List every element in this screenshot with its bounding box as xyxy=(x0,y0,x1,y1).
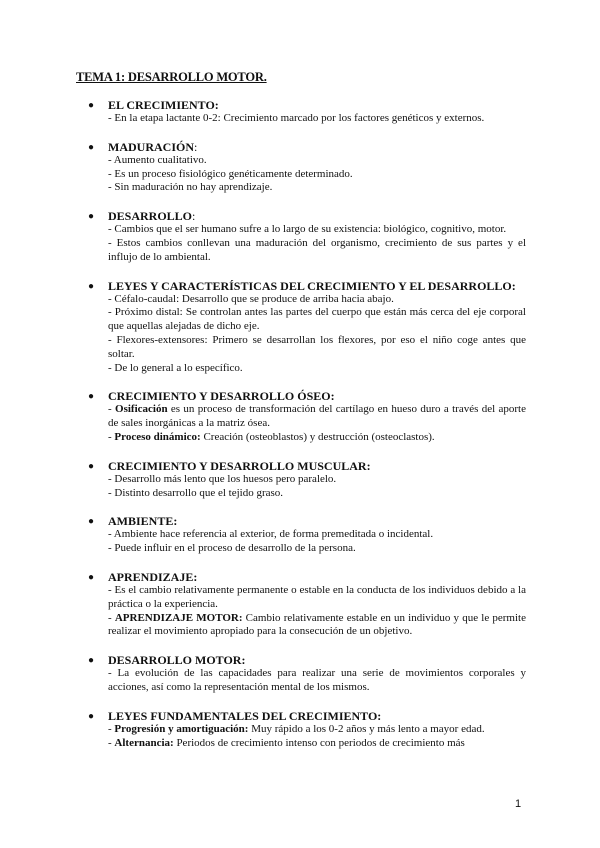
section-line xyxy=(108,737,526,751)
bullet-icon: ● xyxy=(88,655,95,667)
line-text: - Aumento cualitativo. xyxy=(108,153,207,166)
bullet-icon: ● xyxy=(88,710,95,722)
section-heading xyxy=(108,459,526,473)
section-line xyxy=(108,528,526,542)
section-line xyxy=(108,306,526,334)
line-text: es un proceso de transformación del cartílago en hueso duro a través del aporte de sales inorgánicas a la matriz ósea. xyxy=(108,403,526,430)
line-text: - Próximo distal: Se controlan antes las partes del cuerpo que están más cerca del eje corporal que aquellas alejadas de dicho eje. xyxy=(108,306,526,333)
line-text: - Sin maduración no hay aprendizaje. xyxy=(108,181,273,194)
section-line xyxy=(108,181,526,195)
line-text: - Es un proceso fisiológico genéticamente determinado. xyxy=(108,167,353,180)
line-text: - Ambiente hace referencia al exterior, de forma premeditada o incidental. xyxy=(108,528,434,541)
section xyxy=(80,209,526,264)
section-heading xyxy=(108,570,526,584)
line-bold-term: Progresión y amortiguación: xyxy=(114,722,249,735)
line-prefix: - xyxy=(108,430,115,443)
section-heading xyxy=(108,209,526,223)
section xyxy=(80,709,526,751)
line-text: - La evolución de las capacidades para realizar una serie de movimientos corporales y acciones, así como la representación mental de los mismos. xyxy=(108,667,526,693)
line-text: - De lo general a lo específico. xyxy=(108,361,243,374)
bullet-icon: ● xyxy=(88,571,95,583)
line-prefix: - xyxy=(108,736,115,749)
section-heading xyxy=(108,709,526,723)
line-text: - Desarrollo más lento que los huesos pero paralelo. xyxy=(108,472,337,485)
section-line xyxy=(108,584,526,612)
section-line xyxy=(108,362,526,376)
section-heading-text: AMBIENTE: xyxy=(108,514,178,529)
section xyxy=(80,514,526,556)
section-heading-text: APRENDIZAJE: xyxy=(108,569,198,584)
section-line xyxy=(108,667,526,695)
line-text: - Distinto desarrollo que el tejido graso. xyxy=(108,486,284,499)
line-text: - Estos cambios conllevan una maduración del organismo, crecimiento de sus partes y el influjo de lo ambiental. xyxy=(108,236,526,263)
line-text: - Cambios que el ser humano sufre a lo largo de su existencia: biológico, cognitivo, motor. xyxy=(108,223,507,236)
section-line xyxy=(108,612,526,640)
section xyxy=(80,570,526,639)
section xyxy=(80,98,526,126)
section-heading-text: MADURACIÓN xyxy=(108,139,194,154)
page-title: TEMA 1: DESARROLLO MOTOR. xyxy=(76,70,267,84)
bullet-icon: ● xyxy=(88,141,95,153)
section xyxy=(80,459,526,501)
section xyxy=(80,389,526,444)
section-line xyxy=(108,487,526,501)
section-line xyxy=(108,112,526,126)
line-text: - Es el cambio relativamente permanente o estable en la conducta de los individuos debido a la práctica o la experiencia. xyxy=(108,583,526,610)
section-line xyxy=(108,473,526,487)
section-heading-text: DESARROLLO MOTOR: xyxy=(108,653,246,668)
bullet-icon: ● xyxy=(88,391,95,403)
line-bold-term: Alternancia: xyxy=(114,736,174,749)
sections-list xyxy=(80,98,526,764)
section-line xyxy=(108,223,526,237)
section-heading xyxy=(108,140,526,154)
line-text: Cambio relativamente estable en un individuo y que le permite realizar el movimiento apropiado para la consecución de un objetivo. xyxy=(108,611,526,638)
section-line xyxy=(108,334,526,362)
section-heading-text: DESARROLLO xyxy=(108,209,193,224)
page-number: 1 xyxy=(515,798,522,810)
line-text: - Puede influir en el proceso de desarrollo de la persona. xyxy=(108,542,356,555)
section xyxy=(80,653,526,695)
line-text: Muy rápido a los 0-2 años y más lento a mayor edad. xyxy=(248,722,485,735)
section-heading xyxy=(108,514,526,528)
bullet-icon: ● xyxy=(88,460,95,472)
bullet-icon: ● xyxy=(88,100,95,111)
section-heading-suffix: : xyxy=(192,209,196,224)
bullet-icon: ● xyxy=(88,211,95,223)
line-prefix: - xyxy=(108,611,115,624)
section-line xyxy=(108,237,526,265)
section-heading xyxy=(108,389,526,403)
line-text: - Flexores-extensores: Primero se desarrollan los flexores, por eso el niño coge antes que soltar. xyxy=(108,333,526,360)
section-line xyxy=(108,403,526,431)
section-heading-text: LEYES FUNDAMENTALES DEL CRECIMIENTO: xyxy=(108,708,382,723)
line-prefix: - xyxy=(108,722,115,735)
bullet-icon: ● xyxy=(88,516,95,528)
section-heading xyxy=(108,98,526,112)
section-heading-text: CRECIMIENTO Y DESARROLLO MUSCULAR: xyxy=(108,458,371,473)
line-text: - En la etapa lactante 0-2: Crecimiento marcado por los factores genéticos y externos. xyxy=(108,112,485,124)
section-line xyxy=(108,542,526,556)
line-text: Periodos de crecimiento intenso con periodos de crecimiento más xyxy=(173,736,465,749)
section xyxy=(80,140,526,195)
section-heading-suffix: : xyxy=(194,139,198,154)
section-heading-text: EL CRECIMIENTO: xyxy=(108,98,219,112)
section-heading xyxy=(108,279,526,293)
line-text: Creación (osteoblastos) y destrucción (osteoclastos). xyxy=(200,430,435,443)
section-line xyxy=(108,293,526,307)
section-heading xyxy=(108,653,526,667)
section-line xyxy=(108,723,526,737)
section-line xyxy=(108,154,526,168)
line-bold-term: Proceso dinámico: xyxy=(114,430,201,443)
line-text: - Céfalo-caudal: Desarrollo que se produce de arriba hacia abajo. xyxy=(108,292,394,305)
line-bold-term: APRENDIZAJE MOTOR: xyxy=(114,611,243,624)
line-prefix: - xyxy=(108,403,116,416)
line-bold-term: Osificación xyxy=(115,403,168,416)
bullet-icon: ● xyxy=(88,280,95,292)
section-line xyxy=(108,431,526,445)
section-heading-text: CRECIMIENTO Y DESARROLLO ÓSEO: xyxy=(108,389,335,404)
section-heading-text: LEYES Y CARACTERÍSTICAS DEL CRECIMIENTO Y EL DESARROLLO: xyxy=(108,278,516,293)
section-line xyxy=(108,168,526,182)
section xyxy=(80,279,526,376)
